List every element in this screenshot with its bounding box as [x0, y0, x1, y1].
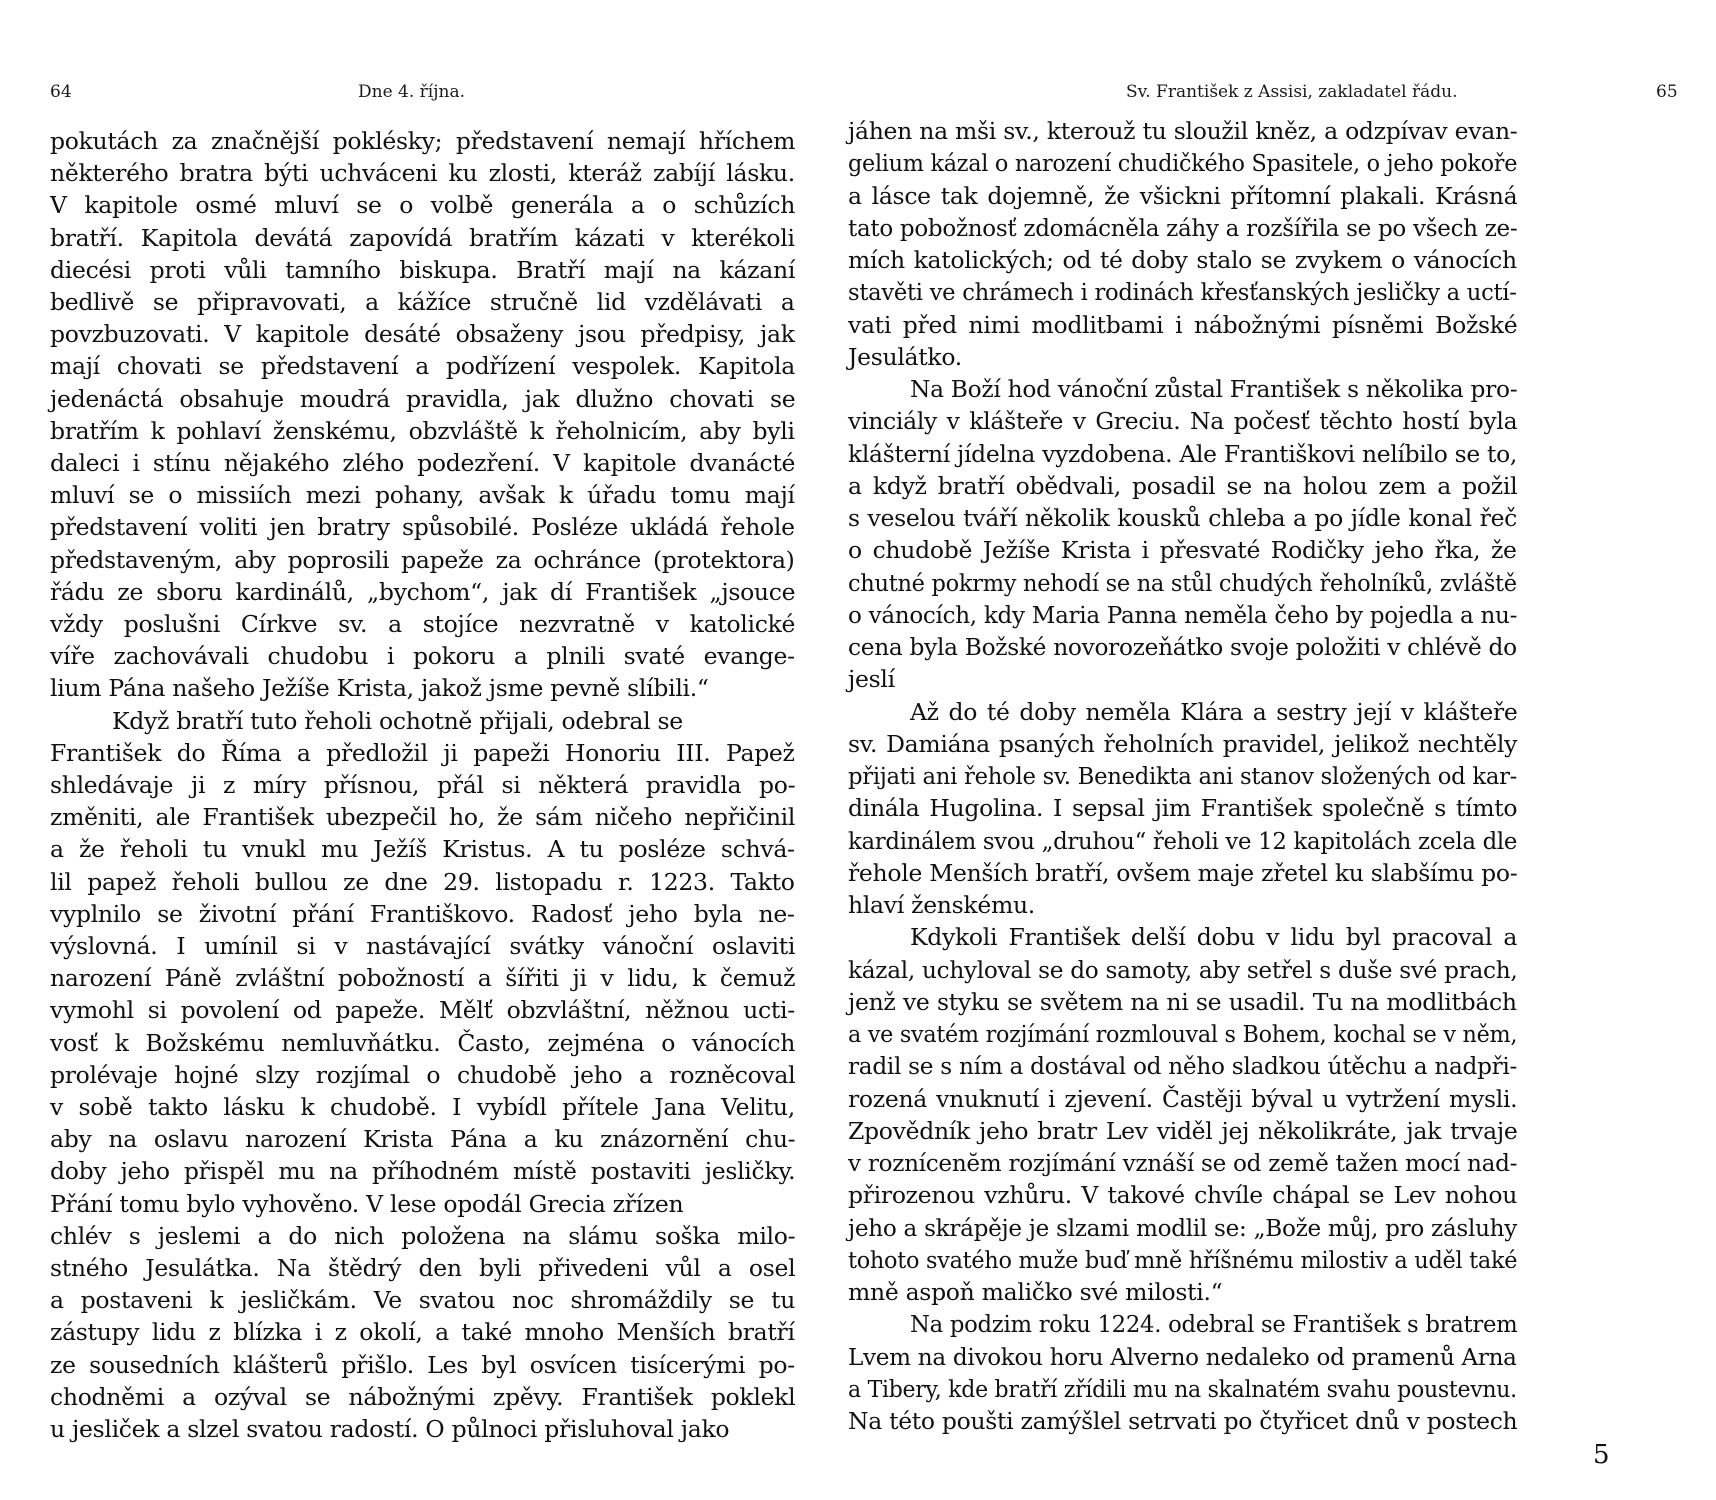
text-line: představení voliti jen bratry spůsobilé. Posléze ukládá řehole [50, 513, 795, 542]
text-line: zástupy lidu z blízka i z okolí, a také mnoho Menších bratří [50, 1318, 795, 1347]
text-line: klášterní jídelna vyzdobena. Ale Františkovi nelíbilo se to, [848, 439, 1518, 468]
text-line: bratří. Kapitola devátá zapovídá bratřím kázati v kterékoli [50, 223, 795, 252]
text-line: jeslí [848, 665, 895, 694]
text-line: přirozenou vzhůru. V takové chvíle chápal se Lev nohou [848, 1181, 1518, 1210]
text-line: kardinálem svou „druhou“ řeholi ve 12 kapitolách zcela dle [848, 826, 1518, 855]
text-line: a lásce tak dojemně, že všickni přítomní plakali. Krásná [848, 181, 1518, 210]
text-line: sv. Damiána psaných řeholních pravidel, jelikož nechtěly [848, 729, 1518, 758]
text-line: Když bratří tuto řeholi ochotně přijali, odebral se [112, 706, 683, 735]
text-line: vyplnilo se životní přání Františkovo. Radosť jeho byla ne- [50, 899, 795, 928]
text-line: změniti, ale František ubezpečil ho, že sám ničeho nepřičinil [50, 803, 796, 832]
text-line: rozená vnuknutí i zjevení. Častěji býval u vytržení mysli. [848, 1084, 1518, 1113]
text-line: Jesulátko. [848, 342, 962, 371]
text-line: řehole Menších bratří, ovšem maje zřetel ku slabšímu po- [848, 858, 1518, 887]
text-line: jenž ve styku se světem na ni se usadil. Tu na modlitbách [848, 987, 1517, 1016]
text-line: stného Jesulátka. Na štědrý den byli přivedeni vůl a osel [50, 1254, 796, 1282]
text-line: Přání tomu bylo vyhověno. V lese opodál Grecia zřízen [50, 1189, 684, 1218]
text-line: pokutách za značnější poklésky; představení nemají hříchem [50, 127, 796, 155]
text-line: tato pobožnosť zdomácněla záhy a rozšířila se po všech ze- [848, 213, 1518, 242]
text-line: shledávaje ji z míry přísnou, přál si některá pravidla po- [50, 771, 796, 799]
text-line: jeho a skrápěje je slzami modlil se: „Bože můj, pro zásluhy [848, 1213, 1518, 1242]
text-line: víře zachovávali chudobu i pokoru a plnili svaté evange- [50, 642, 795, 671]
text-line: řádu ze sboru kardinálů, „bychom“, jak dí František „jsouce [50, 577, 796, 606]
text-line: gelium kázal o narození chudičkého Spasitele, o jeho pokoře [848, 149, 1518, 178]
text-line: cena byla Božské novorozeňátko svoje položiti v chlévě do [848, 633, 1517, 661]
text-line: V kapitole osmé mluví se o volbě generála a o schůzích [50, 191, 796, 220]
text-line: a ve svatém rozjímání rozmlouval s Bohem, kochal se v něm, [848, 1020, 1518, 1048]
text-line: vymohl si povolení od papeže. Mělť obzvláštní, něžnou ucti- [50, 996, 795, 1025]
text-line: Na této poušti zamýšlel setrvati po čtyřicet dnů v postech [848, 1407, 1518, 1435]
text-line: diecési proti vůli tamního biskupa. Bratří mají na kázaní [50, 255, 796, 284]
text-line: u jesliček a slzel svatou radostí. O půlnoci přisluhoval jako [50, 1415, 730, 1443]
text-line: o chudobě Ježíše Krista i přesvaté Rodičky jeho řka, že [848, 536, 1517, 565]
text-line: prolévaje hojné slzy rozjímal o chudobě jeho a rozněcoval [50, 1060, 796, 1089]
text-line: radil se s ním a dostával od něho sladkou útěchu a nadpři- [848, 1052, 1518, 1081]
text-line: některého bratra býti uchváceni ku zlosti, kteráž zabíjí lásku. [50, 159, 795, 188]
text-line: chlév s jeslemi a do nich položena na slámu soška milo- [50, 1221, 796, 1250]
text-line: František do Říma a předložil ji papeži Honoriu III. Papež [50, 738, 795, 767]
text-line: vždy poslušni Církve sv. a stojíce nezvratně v katolické [50, 610, 796, 638]
text-line: a že řeholi tu vnukl mu Ježíš Kristus. A tu posléze schvá- [50, 835, 795, 864]
text-line: chodněmi a ozýval se nábožnými zpěvy. František poklekl [50, 1382, 796, 1411]
text-line: mluví se o missiích mezi pohany, avšak k úřadu tomu mají [50, 481, 795, 510]
text-line: a Tibery, kde bratří zřídili mu na skalnatém svahu poustevnu. [848, 1374, 1517, 1403]
text-line: Na Boží hod vánoční zůstal František s několika pro- [910, 375, 1518, 403]
text-line: hlaví ženskému. [848, 891, 1035, 919]
text-line: vinciály v klášteře v Greciu. Na počesť těchto hostí byla [848, 407, 1518, 436]
page-number: 64 [50, 82, 72, 102]
text-line: v roznícenĕm rozjímání vznáší se od země tažen mocí nad- [848, 1149, 1518, 1177]
text-line: kázal, uchyloval se do samoty, aby setřel s duše své prach, [848, 955, 1518, 984]
text-line: o vánocích, kdy Maria Panna neměla čeho by pojedla a nu- [848, 600, 1518, 629]
text-line: s veselou tváří několik kousků chleba a po jídle konal řeč [848, 504, 1518, 532]
text-line: vosť k Božskému nemluvňátku. Často, zejména o vánocích [50, 1028, 796, 1057]
text-line: Na podzim roku 1224. odebral se František s bratrem [910, 1310, 1518, 1339]
right-page [848, 0, 1716, 1500]
text-line: dinála Hugolina. I sepsal jim František společně s tímto [848, 794, 1518, 823]
running-head: Dne 4. října. [358, 82, 465, 102]
text-line: bratřím k pohlaví ženskému, obzvláště k řeholnicím, aby byli [50, 416, 795, 445]
text-line: a postaveni k jesličkám. Ve svatou noc shromáždily se tu [50, 1286, 796, 1315]
text-line: jedenáctá obsahuje moudrá pravidla, jak dlužno chovati se [50, 384, 796, 413]
text-line: v sobě takto lásku k chudobě. I vybídl přítele Jana Velitu, [50, 1093, 795, 1121]
text-line: jáhen na mši sv., kterouž tu sloužil kněz, a odzpívav evan- [848, 117, 1518, 145]
text-line: lium Pána našeho Ježíše Krista, jakož jsme pevně slíbili.“ [50, 674, 709, 703]
text-line: stavěti ve chrámech i rodinách křesťanských jesličky a uctí- [848, 278, 1517, 307]
text-line: Kdykoli František delší dobu v lidu byl pracoval a [910, 923, 1518, 952]
text-line: výslovná. I umínil si v nastávající svátky vánoční oslaviti [50, 932, 796, 960]
page-number: 65 [1656, 82, 1678, 102]
text-line: aby na oslavu narození Krista Pána a ku znázornění chu- [50, 1125, 796, 1154]
text-line: tohoto svatého muže buď mně hříšnému milostiv a uděl také [848, 1245, 1518, 1274]
text-line: mích katolických; od té doby stalo se zvykem o vánocích [848, 246, 1517, 274]
text-line: Až do té doby neměla Klára a sestry její v klášteře [910, 697, 1518, 726]
text-line: lil papež řeholi bullou ze dne 29. listopadu r. 1223. Takto [50, 867, 795, 896]
text-line: povzbuzovati. V kapitole desáté obsaženy jsou předpisy, jak [50, 320, 795, 349]
text-line: vati před nimi modlitbami i nábožnými písněmi Božské [848, 310, 1518, 339]
text-line: a když bratří obědvali, posadil se na holou zem a požil [848, 471, 1518, 500]
text-line: Lvem na divokou horu Alverno nedaleko od pramenů Arna [848, 1342, 1517, 1371]
signature-mark: 5 [1593, 1440, 1610, 1470]
text-line: mně aspoň maličko své milosti.“ [848, 1278, 1223, 1306]
text-line: bedlivě se připravovati, a kážíce stručně lid vzdělávati a [50, 288, 795, 316]
text-line: ze sousedních klášterů přišlo. Les byl osvícen tisícerými po- [50, 1350, 795, 1379]
text-line: narození Páně zvláštní pobožností a šířiti ji v lidu, k čemuž [50, 964, 796, 993]
text-line: Zpovědník jeho bratr Lev viděl jej několikráte, jak trvaje [848, 1116, 1518, 1145]
text-line: daleci i stínu nějakého zlého podezření. V kapitole dvanácté [50, 449, 796, 477]
text-line: doby jeho přispěl mu na příhodném místě postaviti jesličky. [50, 1157, 796, 1186]
text-line: chutné pokrmy nehodí se na stůl chudých řeholníků, zvláště [848, 568, 1517, 597]
text-line: mají chovati se představení a podřízení vespolek. Kapitola [50, 352, 795, 381]
text-line: představeným, aby poprosili papeže za ochránce (protektora) [50, 545, 795, 574]
running-head: Sv. František z Assisi, zakladatel řádu. [1126, 82, 1458, 102]
text-line: přijati ani řehole sv. Benedikta ani stanov složených od kar- [848, 762, 1518, 790]
